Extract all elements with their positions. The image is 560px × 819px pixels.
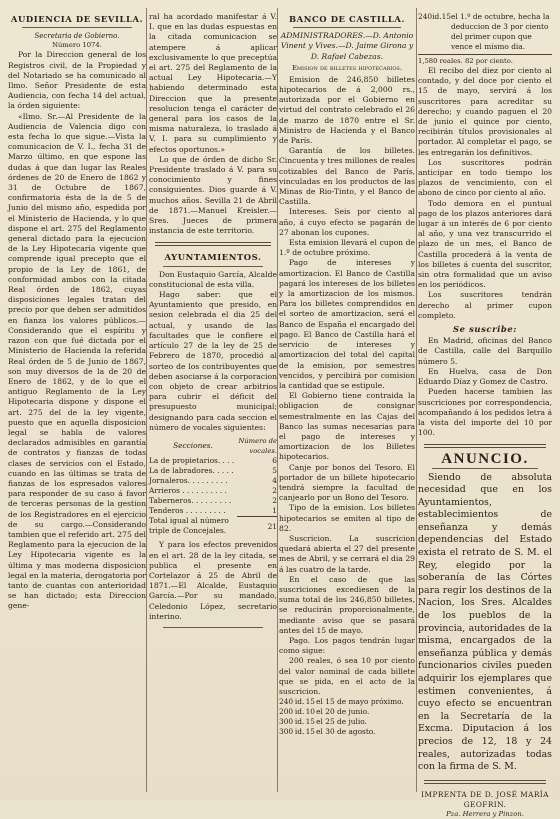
paragraph: Por la Direccion general de los Registros civil, de la Propiedad y del Notariado se ha comunicado al Ilmo. Señor Presidente de esta Audiencia, con fecha 14 del actual, la órden siguiente: xyxy=(8,50,146,111)
paragraph: Los suscritores tendrán derecho al primer cupon completo. xyxy=(418,290,552,320)
table-header: Secciones. xyxy=(173,440,213,450)
paragraph: Canje por bonos del Tesoro. El portador de un billete hipotecario tendrá siempre la facultad de canjearlo por un Bono del Tesoro. xyxy=(279,462,415,503)
paragraph: Los suscritores podrán anticipar en todo tiempo los plazos de vencimiento, con el abono de cinco por ciento al año. xyxy=(418,157,552,198)
schedule-row xyxy=(279,707,415,717)
schedule-when: el 25 de julio. xyxy=(316,717,367,727)
paragraph: Y para los efectos prevenidos en el art. 28 de la ley citada, se publica el presente en Cortelazor á 25 de Abril de 1871.—El Alcalde, Eustaquio García.—Por su mandado, Celedonio López, secretario interino. xyxy=(149,540,277,621)
paragraph: Hago saber: que el Ayuntamiento que presido, en sesion celebrada el dia 25 del actual, y usando de las facultades que le confiere el artículo 27 de la ley de 25 de Febrero de 1870, procedió al sorteo de los contribuyentes que deben asociarse á la corporacion con objeto de crear arbitrios para cubrir el déficit del presupuesto municipal; designando para cada seccion el número de vocales siguientes: xyxy=(149,290,277,432)
payment-schedule xyxy=(279,697,415,737)
divider xyxy=(163,266,263,267)
schedule-unit: id. xyxy=(432,12,442,21)
double-divider xyxy=(424,780,546,784)
schedule-when: el 30 de agosto. xyxy=(316,727,376,737)
section-title-ayuntamientos: AYUNTAMIENTOS. xyxy=(164,252,262,263)
schedule-unit: id. xyxy=(294,727,305,737)
table-total-row xyxy=(149,516,277,536)
imprenta-line: IMPRENTA DE D. JOSÉ MARÍA GEOFRIN. xyxy=(421,789,549,809)
column-divider xyxy=(416,8,417,792)
table-cell: 21 xyxy=(267,521,277,531)
section-subtitle: Secretaria de Gobierno. xyxy=(34,32,120,41)
divider xyxy=(432,468,538,469)
table-cell: 2 xyxy=(272,495,277,505)
schedule-amount: 300 xyxy=(279,717,294,727)
schedule-pct: 15 xyxy=(305,697,315,707)
schedule-row xyxy=(279,727,415,737)
vocales-table xyxy=(149,436,277,537)
double-divider xyxy=(155,242,271,246)
column-3 xyxy=(279,12,415,790)
table-cell: Taberneros. . . . . . . . . xyxy=(149,495,232,505)
section-title-audiencia: AUDIENCIA DE SEVILLA. xyxy=(10,14,144,24)
schedule-pct: 15 xyxy=(441,12,451,21)
table-cell: La de propietarios. . . . xyxy=(149,455,235,465)
schedule-unit: id. xyxy=(294,717,305,727)
table-cell: Jornaleros. . . . . . . . . xyxy=(149,475,228,485)
table-cell: 5 xyxy=(272,465,277,475)
paragraph: Don Eustaquio García, Alcalde constitucional de esta villa. xyxy=(149,269,277,289)
column-divider xyxy=(146,8,147,792)
table-row xyxy=(149,476,277,486)
paragraph: Lo que de órden de dicho Sr. Presidente traslado á V. para su conocimiento y fines consiguientes. Dios guarde á V. muchos años. Sevilla 21 de Abril de 1871.—Manuel Kreisler.—Sres. Jueces de primera instancia de este territorio. xyxy=(149,154,277,236)
schedule-pct: 10 xyxy=(305,707,315,717)
paragraph: El recibo del diez por ciento al contado, y del doce por ciento el 15 de mayo, servirá á los suscritores para acreditar su derecho; y cuando paguen el 20 de junio el quince por ciento, recibirán títulos provisionales al portador. Al completar el pago, se les entregarán los definitivos. xyxy=(418,66,552,157)
schedule-unit: id. xyxy=(294,707,305,717)
table-cell: Total igual al número triple de Concejales. xyxy=(149,516,229,536)
paragraph: Todo demora en el puntual pago de los plazos anteriores dará lugar á un interés de 6 por ciento al año, y una vez transcurrido el plazo de un mes, el Banco de Castilla procederá á la venta de los billetes á cuenta del suscritor, sin otra formalidad que un aviso en los periódicos. xyxy=(418,198,552,290)
divider xyxy=(22,27,132,28)
schedule-when: el 15 de mayo próximo. xyxy=(316,697,404,707)
paragraph: «Ilmo. Sr.—Al Presidente de la Audiencia de Valencia digo con esta fecha lo que sigue.—Vista la comunicacion de V. I., fecha 31 de Marzo último, en que espone las dudas á que dan lugar las Reales órdenes de 20 de Enero de 1862 y 31 de Octubre de 1867, confirmatoria ésta de la de 5 de Junio del mismo año, espedida por el Ministerio de Hacienda, y lo que dispone el art. 275 del Reglamento general dictado para la ejecucion de la Ley Hipotecaria vigente que comprende igual precepto que el propio de la Ley de 1861, de conformidad ambos con la citada Real órden de 1862, cuyas disposiciones legales tratan del precio por que deben ser admitidos en fianza los valores públicos.—Considerando que el espíritu y razon con que fué dictada por el Ministerio de Hacienda la referida Real órden de 5 de Junio de 1867, son muy diversos de la de 20 de Enero de 1862, y de lo que el antiguo Reglamento de la Ley Hipotecaria dispone y dispone el art. 275 del de la ley vigente, puesto que en aquella disposicion legal se habla de valores declarados admisibles en garantía de contratos y fianzas de todas clases de servicios con el Estado, cuando en las últimas se trata de fianzas de los espresados valores para responder de su caso á favor de terceras personas de la gestion de los Registradores en el ejercicio de su cargo.—Considerando tambien que el referido art. 275 del Reglamento para la ejecucion de la Ley Hipotecaria vigente es la última y mas moderna disposicion legal en la materia, derogatoria por tanto de cuantas con anterioridad se han dictado; esta Direccion gene- xyxy=(8,111,146,611)
paragraph: En Huelva, casa de Don Eduardo Díaz y Gomez de Castro. xyxy=(418,366,552,387)
paragraph: Pago de intereses y amortizacion. El Banco de Castilla pagará los intereses de los billetes y la amortizacion de los mismos. Para los billetes comprendidos en el sorteo de amortizacion, será el Banco de España el encargado del pago. El Banco de Castilla hará el servicio de intereses y amortizacion del total del capital de la emision, por semestres vencidos, y percibirá por comision la cantidad que se estipule. xyxy=(279,258,415,390)
schedule-when: el 1.º de octubre, hecha la deduccion de 3 por ciento del primer cupon que vence el mismo dia. xyxy=(450,12,550,51)
paragraph: Suscricion. La suscricion quedará abierta el 27 del presente mes de Abril, y se cerrará el dia 29 á las cuatro de la tarde. xyxy=(279,533,415,574)
column-2 xyxy=(149,12,277,790)
schedule-row xyxy=(279,717,415,727)
administrators: ADMINISTRADORES.—D. Antonio Vinent y Vives.—D. Jaime Girona y D. Rafael Cabezas. xyxy=(280,31,414,61)
schedule-unit: id. xyxy=(294,697,305,707)
table-cell: 1 xyxy=(237,506,277,517)
paragraph: Pueden hacerse tambien las suscriciones por correspondencia, acompañando á los pedidos letra á la vista del importe del 10 por 100. xyxy=(418,387,552,438)
paragraph: ral ha acordado manifestar á V. I. que en las dudas espuestas en la citada comunicacion se atempere á aplicar exclusivamente lo que preceptúa el art. 275 del Reglamento de la actual Ley Hipotecaria.—Y habiendo determinado esta Direccion que la presente resolucion tenga el carácter de general para los casos de la misma naturaleza, lo traslado á V. I. para su cumplimiento y efectos oportunos.» xyxy=(149,12,277,154)
suscribe-title: Se suscribe: xyxy=(453,324,517,335)
schedule-pct: 15 xyxy=(305,717,315,727)
table-row xyxy=(149,456,277,466)
table-cell: La de labradores. . . . . xyxy=(149,465,234,475)
schedule-amount: 240 xyxy=(279,697,294,707)
divider xyxy=(293,27,401,28)
emission-title: Emision de billetes hipotecarios. xyxy=(291,63,403,72)
paragraph: En el caso de que las suscriciones excediesen de la suma total de los 246,850 billetes, se reducirán proporcionalmente, mediante aviso que se pasará antes del 15 de mayo. xyxy=(279,574,415,635)
divider xyxy=(163,627,263,628)
schedule-pct: 15 xyxy=(305,727,315,737)
column-4 xyxy=(418,12,552,819)
table-cell: Arrieros . . . . . . . . . . xyxy=(149,485,227,495)
schedule-amount: 200 xyxy=(279,707,294,717)
imprenta-sub: Pza. Herrera y Pinzon. xyxy=(446,810,524,819)
schedule-row xyxy=(279,697,415,707)
payment-schedule-cont xyxy=(418,12,552,52)
double-divider xyxy=(424,444,546,448)
paragraph: El Gobierno tiene contraida la obligacion de consignar semestralmente en las Cajas del Banco las sumas necesarias para el pago de intereses y amortizacion de los Billetes hipotecarios. xyxy=(279,391,415,462)
table-cell: 6 xyxy=(272,455,277,465)
table-cell: 2 xyxy=(272,485,277,495)
schedule-total: 1,580 reales. 82 por ciento. xyxy=(418,57,513,65)
table-row xyxy=(149,506,277,517)
schedule-row xyxy=(418,12,552,52)
table-row xyxy=(149,496,277,506)
table-cell: Tenderos . . . . . . . . . xyxy=(149,506,226,516)
schedule-amount: 240 xyxy=(418,12,433,21)
paragraph: Intereses. Seis por ciento al año, á cuyo efecto se pagarán de 27 abonan los cupones. xyxy=(279,207,415,237)
anuncio-text: Siendo de absoluta necesidad que en los Ayuntamientos, establecimientos de enseñanza y demás dependencias del Estado exista el retrato de S. M. el Rey, elegido por la soberanía de las Córtes para regir los destinos de la Nacion, los Sres. Alcaldes de los pueblos de la provincia, autoridades de la misma, encargados de la enseñanza pública y demás funcionarios civiles pueden adquirir los ejemplares que estimen convenientes, á cuyo efecto se encuentran en la Secretaría de la Excma. Diputacion á los precios de 12, 18 y 24 reales, autorizadas todas con la firma de S. M. xyxy=(418,471,552,773)
table-header: Número de vocales. xyxy=(238,436,277,455)
schedule-when: el 20 de junio. xyxy=(316,707,370,717)
schedule-amount: 300 xyxy=(279,727,294,737)
section-title-banco: BANCO DE CASTILLA. xyxy=(288,14,406,24)
paragraph: Emision de 246,850 billetes hipotecarios de á 2,000 rs., autorizada por el Gobierno en virtud del contrato celebrado el 26 de marzo de 1870 entre el Sr. Ministro de Hacienda y el Banco de París. xyxy=(279,74,415,146)
table-row xyxy=(149,466,277,476)
column-1 xyxy=(8,12,146,790)
paragraph: Esta emision llevará el cupon de 1.º de octubre próximo. xyxy=(279,238,415,258)
document-number: Número 1074. xyxy=(52,41,102,50)
paragraph: Pago. Los pagos tendrán lugar como sigue: xyxy=(279,635,415,656)
paragraph: En Madrid, oficinas del Banco de Castilla, calle del Barquillo número 5. xyxy=(418,336,552,366)
anuncio-title: ANUNCIO. xyxy=(441,451,529,468)
column-divider xyxy=(277,8,278,792)
paragraph: Garantía de los billetes. Cincuenta y tres millones de reales cotizables del Banco de París, vinculadas en los productos de las Minas de Rio-Tinto, y el Banco de Castilla. xyxy=(279,146,415,207)
paragraph: 200 reales, ó sea 10 por ciento del valor nominal de cada billete que se pida, en el acto de la suscricion. xyxy=(279,656,415,696)
table-row xyxy=(149,486,277,496)
table-cell: 4 xyxy=(272,475,277,485)
paragraph: Tipo de la emision. Los billetes hipotecarios se emiten al tipo de 82. xyxy=(279,503,415,533)
